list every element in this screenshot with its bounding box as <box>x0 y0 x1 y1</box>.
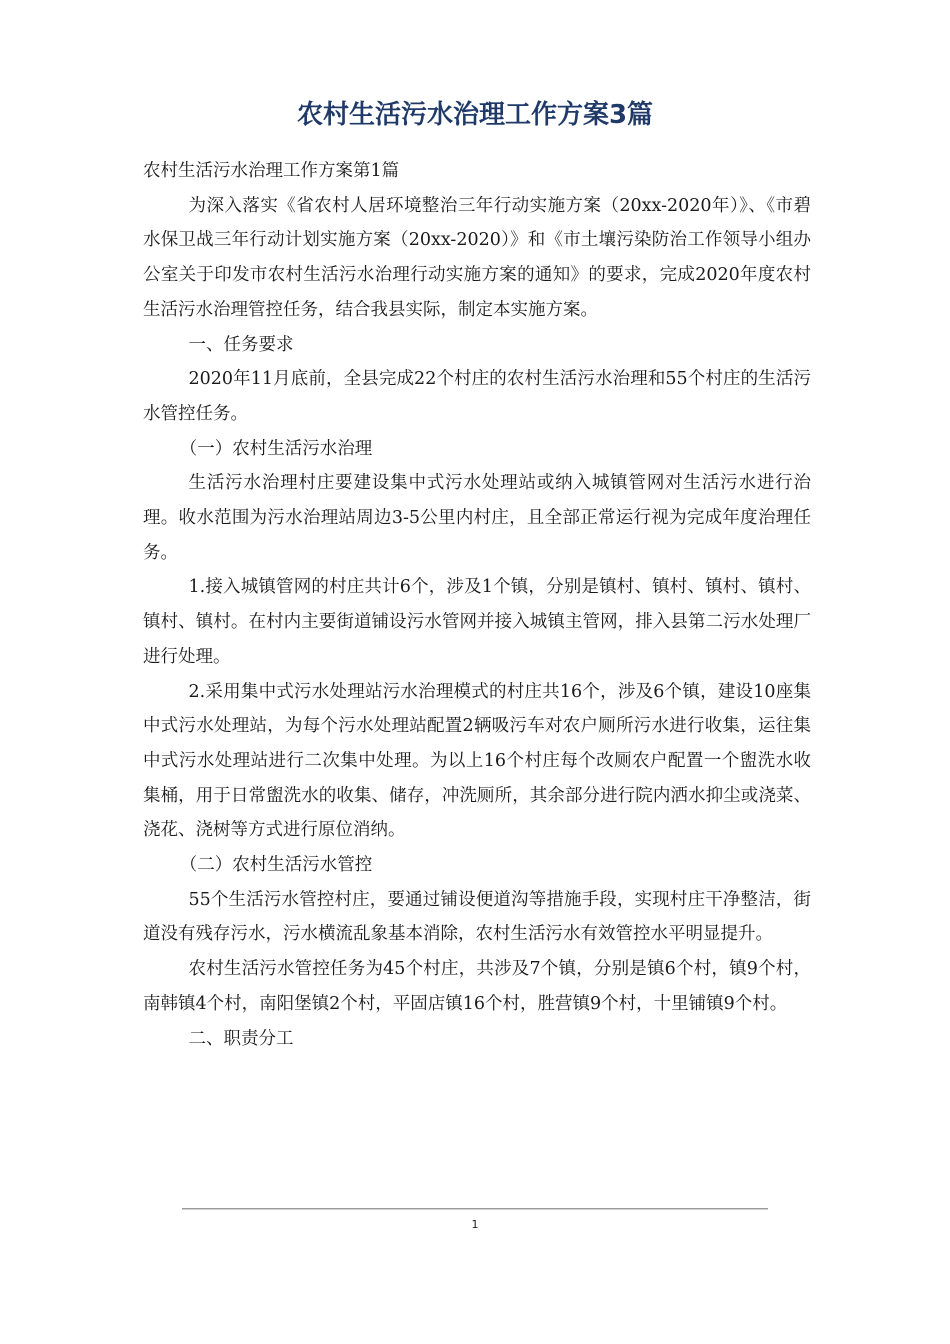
document-title: 农村生活污水治理工作方案3篇 <box>296 100 654 130</box>
section-heading: 一、任务要求 <box>188 334 294 355</box>
document-body <box>143 154 811 1056</box>
footer-divider <box>182 1208 768 1210</box>
paragraph: 55个生活污水管控村庄，要通过铺设便道沟等措施手段，实现村庄干净整洁，街道没有残存污水，污水横流乱象基本消除，农村生活污水有效管控水平明显提升。 <box>143 889 811 945</box>
subsection-heading: （二）农村生活污水管控 <box>179 855 373 876</box>
paragraph: 农村生活污水治理工作方案第1篇 <box>143 161 400 181</box>
paragraph: 1.接入城镇管网的村庄共计6个，涉及1个镇，分别是镇村、镇村、镇村、镇村、镇村、镇村。在村内主要街道铺设污水管网并接入城镇主管网，排入县第二污水处理厂进行处理。 <box>143 577 811 667</box>
section-heading: 二、职责分工 <box>188 1028 294 1049</box>
paragraph: 农村生活污水管控任务为45个村庄，共涉及7个镇，分别是镇6个村，镇9个村，南韩镇4个村，南阳堡镇2个村，平固店镇16个村，胜营镇9个村，十里铺镇9个村。 <box>143 959 811 1014</box>
page-number: 1 <box>471 1218 479 1231</box>
paragraph: 2020年11月底前，全县完成22个村庄的农村生活污水治理和55个村庄的生活污水管控任务。 <box>143 369 811 424</box>
subsection-heading: （一）农村生活污水治理 <box>179 438 373 459</box>
paragraph: 2.采用集中式污水处理站污水治理模式的村庄共16个，涉及6个镇，建设10座集中式污水处理站，为每个污水处理站配置2辆吸污车对农户厕所污水进行收集，运往集中式污水处理站进行二次集中处理。为以上16个村庄每个改厕农户配置一个盥洗水收集桶，用于日常盥洗水的收集、储存，冲洗厕所，其余部分进行院内洒水抑尘或浇菜、浇花、浇树等方式进行原位消纳。 <box>143 681 811 841</box>
paragraph: 为深入落实《省农村人居环境整治三年行动实施方案（20xx-2020年）》、《市碧水保卫战三年行动计划实施方案（20xx-2020）》和《市土壤污染防治工作领导小组办公室关于印发市农村生活污水治理行动实施方案的通知》的要求，完成2020年度农村生活污水治理管控任务，结合我县实际，制定本实施方案。 <box>143 195 811 320</box>
paragraph: 生活污水治理村庄要建设集中式污水处理站或纳入城镇管网对生活污水进行治理。收水范围为污水治理站周边3-5公里内村庄，且全部正常运行视为完成年度治理任务。 <box>143 473 811 563</box>
